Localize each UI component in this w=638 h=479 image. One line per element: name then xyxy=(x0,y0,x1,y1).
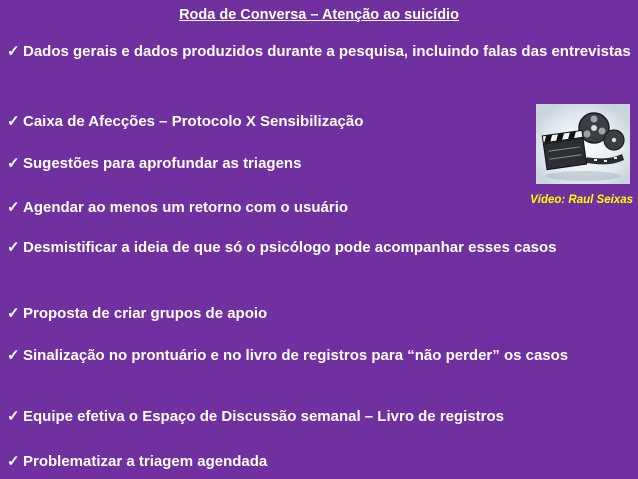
check-icon: ✓ xyxy=(7,43,20,60)
bullet-text: Desmistificar a ideia de que só o psicólogo pode acompanhar esses casos xyxy=(23,239,557,256)
check-icon: ✓ xyxy=(7,453,20,470)
check-icon: ✓ xyxy=(7,199,20,216)
bullet-text: Sinalização no prontuário e no livro de registros para “não perder” os casos xyxy=(23,347,569,364)
check-icon: ✓ xyxy=(7,113,20,130)
bullet-item-6 xyxy=(7,303,633,324)
check-icon: ✓ xyxy=(7,239,20,256)
bullet-text: Caixa de Afecções – Protocolo X Sensibilização xyxy=(23,113,364,130)
bullet-item-1 xyxy=(7,41,633,62)
check-icon: ✓ xyxy=(7,155,20,172)
bullet-item-7 xyxy=(7,345,633,366)
bullet-item-5 xyxy=(7,237,633,258)
bullet-text: Equipe efetiva o Espaço de Discussão semanal – Livro de registros xyxy=(23,408,505,425)
bullet-text: Proposta de criar grupos de apoio xyxy=(23,305,268,322)
bullet-item-8 xyxy=(7,406,633,427)
check-icon: ✓ xyxy=(7,305,20,322)
bullet-text: Agendar ao menos um retorno com o usuário xyxy=(23,199,349,216)
bullet-item-9 xyxy=(7,451,633,472)
bullet-text: Problematizar a triagem agendada xyxy=(23,453,268,470)
bullet-text: Sugestões para aprofundar as triagens xyxy=(23,155,302,172)
check-icon: ✓ xyxy=(7,347,20,364)
bullet-item-3 xyxy=(7,153,507,174)
slide-title: Roda de Conversa – Atenção ao suicídio xyxy=(179,7,459,23)
check-icon: ✓ xyxy=(7,408,20,425)
bullet-item-4 xyxy=(7,197,507,218)
video-caption: Vídeo: Raul Seixas xyxy=(530,194,633,206)
bullet-text: Dados gerais e dados produzidos durante a pesquisa, incluindo falas das entrevistas xyxy=(23,43,631,60)
film-clapperboard-icon xyxy=(536,104,630,184)
